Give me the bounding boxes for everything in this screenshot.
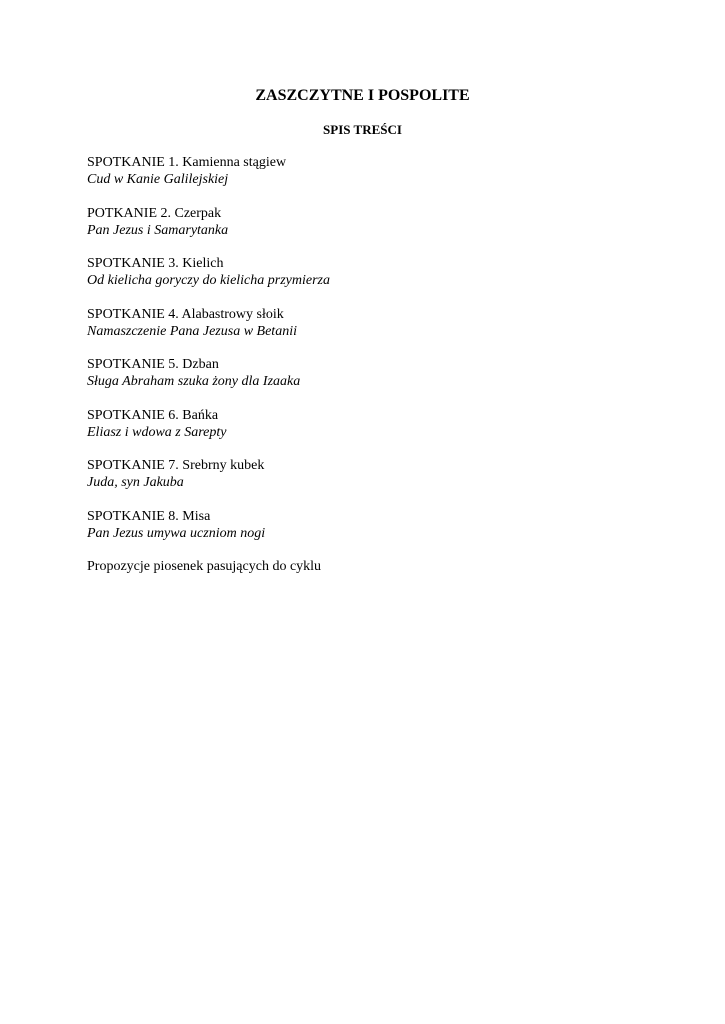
toc-entry-subtitle: Juda, syn Jakuba [87, 475, 184, 490]
toc-entry [87, 205, 647, 256]
toc-entry [87, 356, 647, 407]
toc-list [87, 154, 647, 558]
toc-entry-title: SPOTKANIE 3. Kielich [87, 256, 224, 271]
toc-entry-title: SPOTKANIE 5. Dzban [87, 357, 219, 372]
toc-entry-subtitle: Namaszczenie Pana Jezusa w Betanii [87, 323, 297, 339]
toc-entry-title: SPOTKANIE 8. Misa [87, 508, 211, 524]
document-title: ZASZCZYTNE I POSPOLITE [255, 87, 470, 104]
toc-entry [87, 154, 647, 205]
toc-entry [87, 407, 647, 458]
toc-entry [87, 306, 647, 357]
toc-entry-subtitle: Pan Jezus i Samarytanka [87, 222, 229, 238]
toc-entry-subtitle: Cud w Kanie Galilejskiej [87, 172, 229, 187]
toc-entry [87, 255, 647, 306]
toc-heading: SPIS TREŚCI [323, 122, 402, 137]
closing-line: Propozycje piosenek pasujących do cyklu [87, 559, 322, 574]
toc-entry-subtitle: Sługa Abraham szuka żony dla Izaaka [87, 374, 301, 389]
toc-entry-subtitle: Pan Jezus umywa uczniom nogi [87, 525, 266, 541]
toc-entry-title: SPOTKANIE 7. Srebrny kubek [87, 458, 265, 473]
toc-entry-title: SPOTKANIE 4. Alabastrowy słoik [87, 306, 284, 322]
toc-entry-subtitle: Od kielicha goryczy do kielicha przymierza [87, 273, 330, 288]
toc-entry-title: POTKANIE 2. Czerpak [87, 205, 222, 221]
toc-entry-title: SPOTKANIE 1. Kamienna stągiew [87, 155, 287, 170]
toc-entry-title: SPOTKANIE 6. Bańka [87, 407, 219, 423]
toc-entry [87, 508, 647, 559]
toc-entry [87, 457, 647, 508]
toc-entry-subtitle: Eliasz i wdowa z Sarepty [87, 424, 227, 440]
